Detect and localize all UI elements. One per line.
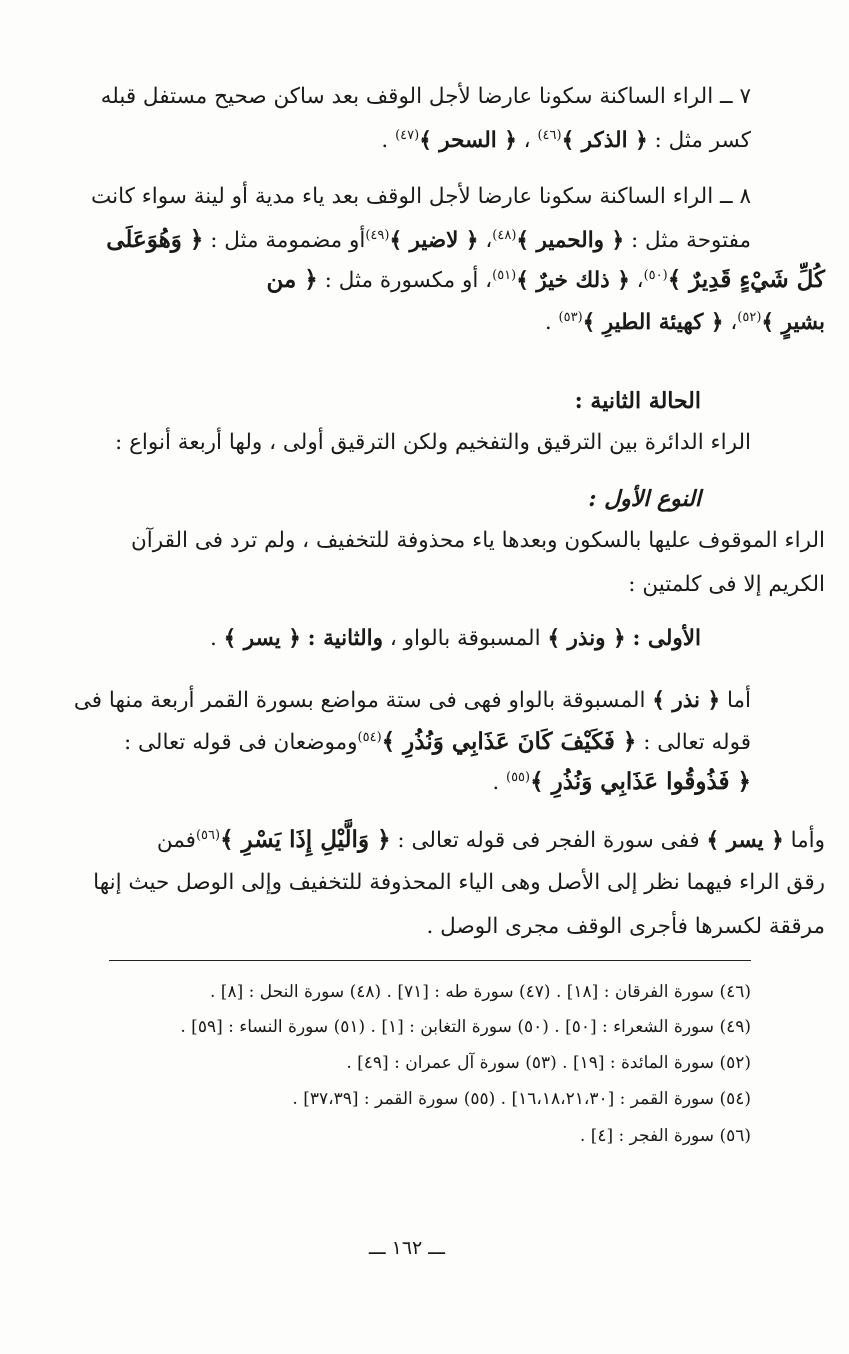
- quran-word: ﴿ كهيئة الطيرِ ﴾: [582, 310, 724, 335]
- quran-word: ﴿ لاضير ﴾: [389, 228, 479, 253]
- section-heading-case-2: الحالة الثانية :: [574, 388, 701, 414]
- quran-verse: ﴿ وَهُوَعَلَى: [106, 226, 204, 253]
- quran-word: ﴿ من: [266, 266, 318, 293]
- footnote-line: (٥٢) سورة المائدة : [١٩] . (٥٣) سورة آل عمران : [٤٩] .: [346, 1053, 751, 1073]
- quran-word: ﴿ يسر ﴾: [706, 828, 784, 853]
- item-8-line-4: بشيرٍ ﴾$^{(٥٢)}$، ﴿ كهيئة الطيرِ ﴾$^{(٥٣)}$ .: [544, 309, 825, 335]
- quran-word: ﴿ والحمير ﴾: [516, 228, 625, 253]
- type-1-words: الأولى : ﴿ ونذر ﴾ المسبوقة بالواو ، والثانية : ﴿ يسر ﴾ .: [209, 626, 701, 651]
- quran-word: ﴿ يسر ﴾: [223, 626, 301, 651]
- item-8-line-3: كُلِّ شَيْءٍ قَدِيرٌ ﴾$^{(٥٠)}$، ﴿ ذلك خيرٌ ﴾$^{(٥١)}$، أو مكسورة مثل : ﴿ من: [266, 266, 825, 293]
- quran-word: ﴿ ذلك خيرٌ ﴾: [516, 268, 630, 293]
- footnote-line: (٤٩) سورة الشعراء : [٥٠] . (٥٠) سورة التغابن : [١] . (٥١) سورة النساء : [٥٩] .: [180, 1017, 751, 1037]
- quran-word: ﴿ ونذر ﴾: [547, 626, 626, 651]
- footnote-ref: (٤٧): [395, 127, 420, 143]
- section-heading-type-1: النوع الأول :: [588, 486, 701, 512]
- quran-word: ﴿ نذر ﴾: [652, 688, 721, 713]
- quran-word: ﴿ الذكر ﴾: [561, 128, 648, 153]
- type-1-line-1: الراء الموقوف عليها بالسكون وبعدها ياء محذوفة للتخفيف ، ولم ترد فى القرآن: [130, 528, 825, 553]
- quran-verse: ﴿ فَكَيْفَ كَانَ عَذَابِي وَنُذُرِ ﴾: [381, 728, 637, 755]
- item-7-line-2: كسر مثل : ﴿ الذكر ﴾$^{(٤٦)}$ ، ﴿ السحر ﴾$^{(٤٧)}$ .: [381, 127, 751, 153]
- nudhur-line-3: ﴿ فَذُوقُوا عَذَابِي وَنُذُرِ ﴾$^{(٥٥)}$ .: [492, 768, 751, 795]
- yasr-line-1: وأما ﴿ يسر ﴾ ففى سورة الفجر فى قوله تعالى : ﴿ وَالَّيْلِ إِذَا يَسْرِ ﴾$^{(٥٦)}$فمن: [156, 826, 825, 853]
- quran-word: بشيرٍ ﴾: [761, 310, 825, 335]
- item-7-line-1: ٧ ــ الراء الساكنة سكونا عارضا لأجل الوقف بعد ساكن صحيح مستفل قبله: [100, 84, 751, 109]
- footnote-line: (٥٦) سورة الفجر : [٤] .: [579, 1126, 751, 1146]
- item-8-line-2: مفتوحة مثل : ﴿ والحمير ﴾$^{(٤٨)}$، ﴿ لاضير ﴾$^{(٤٩)}$أو مضمومة مثل : ﴿ وَهُوَعَلَى: [106, 226, 751, 253]
- quran-word: ﴿ السحر ﴾: [419, 128, 517, 153]
- item-7: [101, 86, 751, 108]
- yasr-line-3: مرققة لكسرها فأجرى الوقف مجرى الوصل .: [426, 914, 825, 939]
- footnote-line: (٥٤) سورة القمر : [١٦،١٨،٢١،٣٠] . (٥٥) سورة القمر : [٣٧،٣٩] .: [292, 1089, 751, 1109]
- footnote-ref: (٤٦): [537, 127, 562, 143]
- page-number: ـــ ١٦٢ ـــ: [368, 1237, 445, 1259]
- type-1-line-2: الكريم إلا فى كلمتين :: [628, 572, 825, 597]
- quran-verse: كُلِّ شَيْءٍ قَدِيرٌ ﴾: [667, 266, 825, 293]
- case-2-text: الراء الدائرة بين الترقيق والتفخيم ولكن الترقيق أولى ، ولها أربعة أنواع :: [115, 430, 751, 455]
- footnote-divider: [109, 960, 751, 961]
- footnote-line: (٤٦) سورة الفرقان : [١٨] . (٤٧) سورة طه : [٧١] . (٤٨) سورة النحل : [٨] .: [209, 982, 751, 1002]
- nudhur-line-1: أما ﴿ نذر ﴾ المسبوقة بالواو فهى فى ستة مواضع بسورة القمر أربعة منها فى: [73, 688, 751, 713]
- quran-verse: ﴿ فَذُوقُوا عَذَابِي وَنُذُرِ ﴾: [530, 768, 751, 795]
- quran-verse: ﴿ وَالَّيْلِ إِذَا يَسْرِ ﴾: [220, 826, 391, 853]
- yasr-line-2: رقق الراء فيهما نظر إلى الأصل وهى الياء المحذوفة للتخفيف وإلى الوصل حيث إنها: [93, 870, 825, 895]
- nudhur-line-2: قوله تعالى : ﴿ فَكَيْفَ كَانَ عَذَابِي وَنُذُرِ ﴾$^{(٥٤)}$وموضعان فى قوله تعالى :: [123, 728, 751, 755]
- item-8-line-1: ٨ ــ الراء الساكنة سكونا عارضا لأجل الوقف بعد ياء مدية أو لينة سواء كانت: [90, 184, 751, 209]
